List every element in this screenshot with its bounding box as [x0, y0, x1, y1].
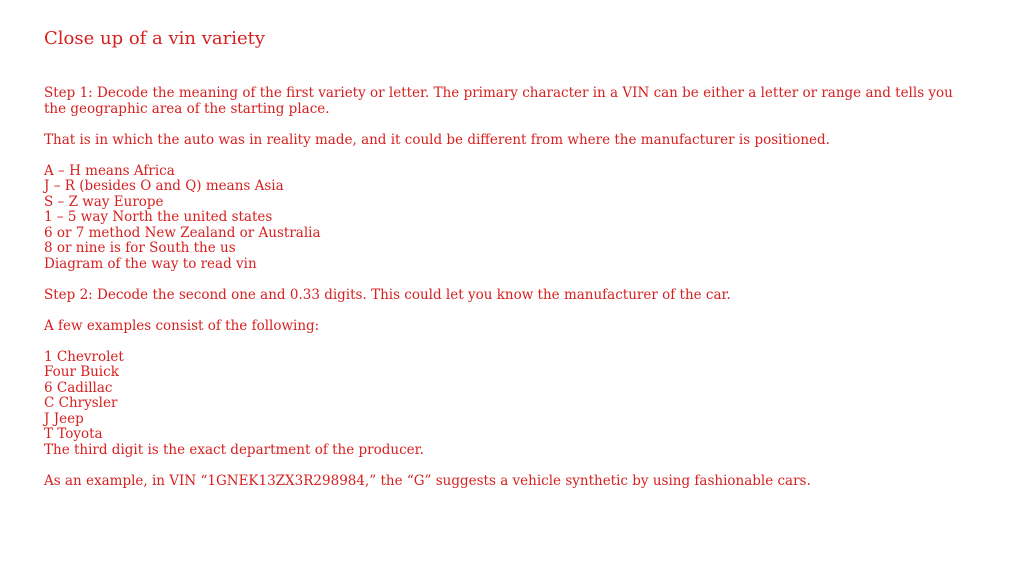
list-item: 1 – 5 way North the united states	[44, 209, 273, 225]
list-item: The third digit is the exact department of the producer.	[44, 441, 424, 458]
step1-note-paragraph: That is in which the auto was in reality made, and it could be different from where the manufacturer is positioned.	[44, 131, 830, 148]
page-title: Close up of a vin variety	[44, 28, 266, 49]
region-list	[44, 164, 964, 273]
step2-paragraph: Step 2: Decode the second one and 0.33 digits. This could let you know the manufacturer of the car.	[44, 286, 731, 303]
examples-intro: A few examples consist of the following:	[44, 317, 320, 334]
list-item: 1 Chevrolet	[44, 348, 124, 365]
list-item: S – Z way Europe	[44, 193, 164, 210]
list-item: C Chrysler	[44, 395, 118, 411]
list-item: 6 Cadillac	[44, 379, 113, 396]
list-item: A – H means Africa	[44, 162, 175, 179]
list-item: 8 or nine is for South the us	[44, 240, 236, 256]
document-body	[44, 86, 964, 489]
manufacturer-list	[44, 350, 964, 459]
list-item: Four Buick	[44, 364, 119, 380]
list-item: 6 or 7 method New Zealand or Australia	[44, 224, 321, 241]
example-sentence: As an example, in VIN “1GNEK13ZX3R298984,” the “G” suggests a vehicle synthetic by using fashionable cars.	[44, 472, 811, 489]
list-item: J Jeep	[44, 410, 84, 427]
step1-paragraph: Step 1: Decode the meaning of the first variety or letter. The primary character in a VIN can be either a letter or range and tells you the geographic area of the starting place.	[44, 85, 953, 117]
list-item: J – R (besides O and Q) means Asia	[44, 178, 284, 194]
list-item: Diagram of the way to read vin	[44, 255, 257, 272]
list-item: T Toyota	[44, 426, 103, 442]
